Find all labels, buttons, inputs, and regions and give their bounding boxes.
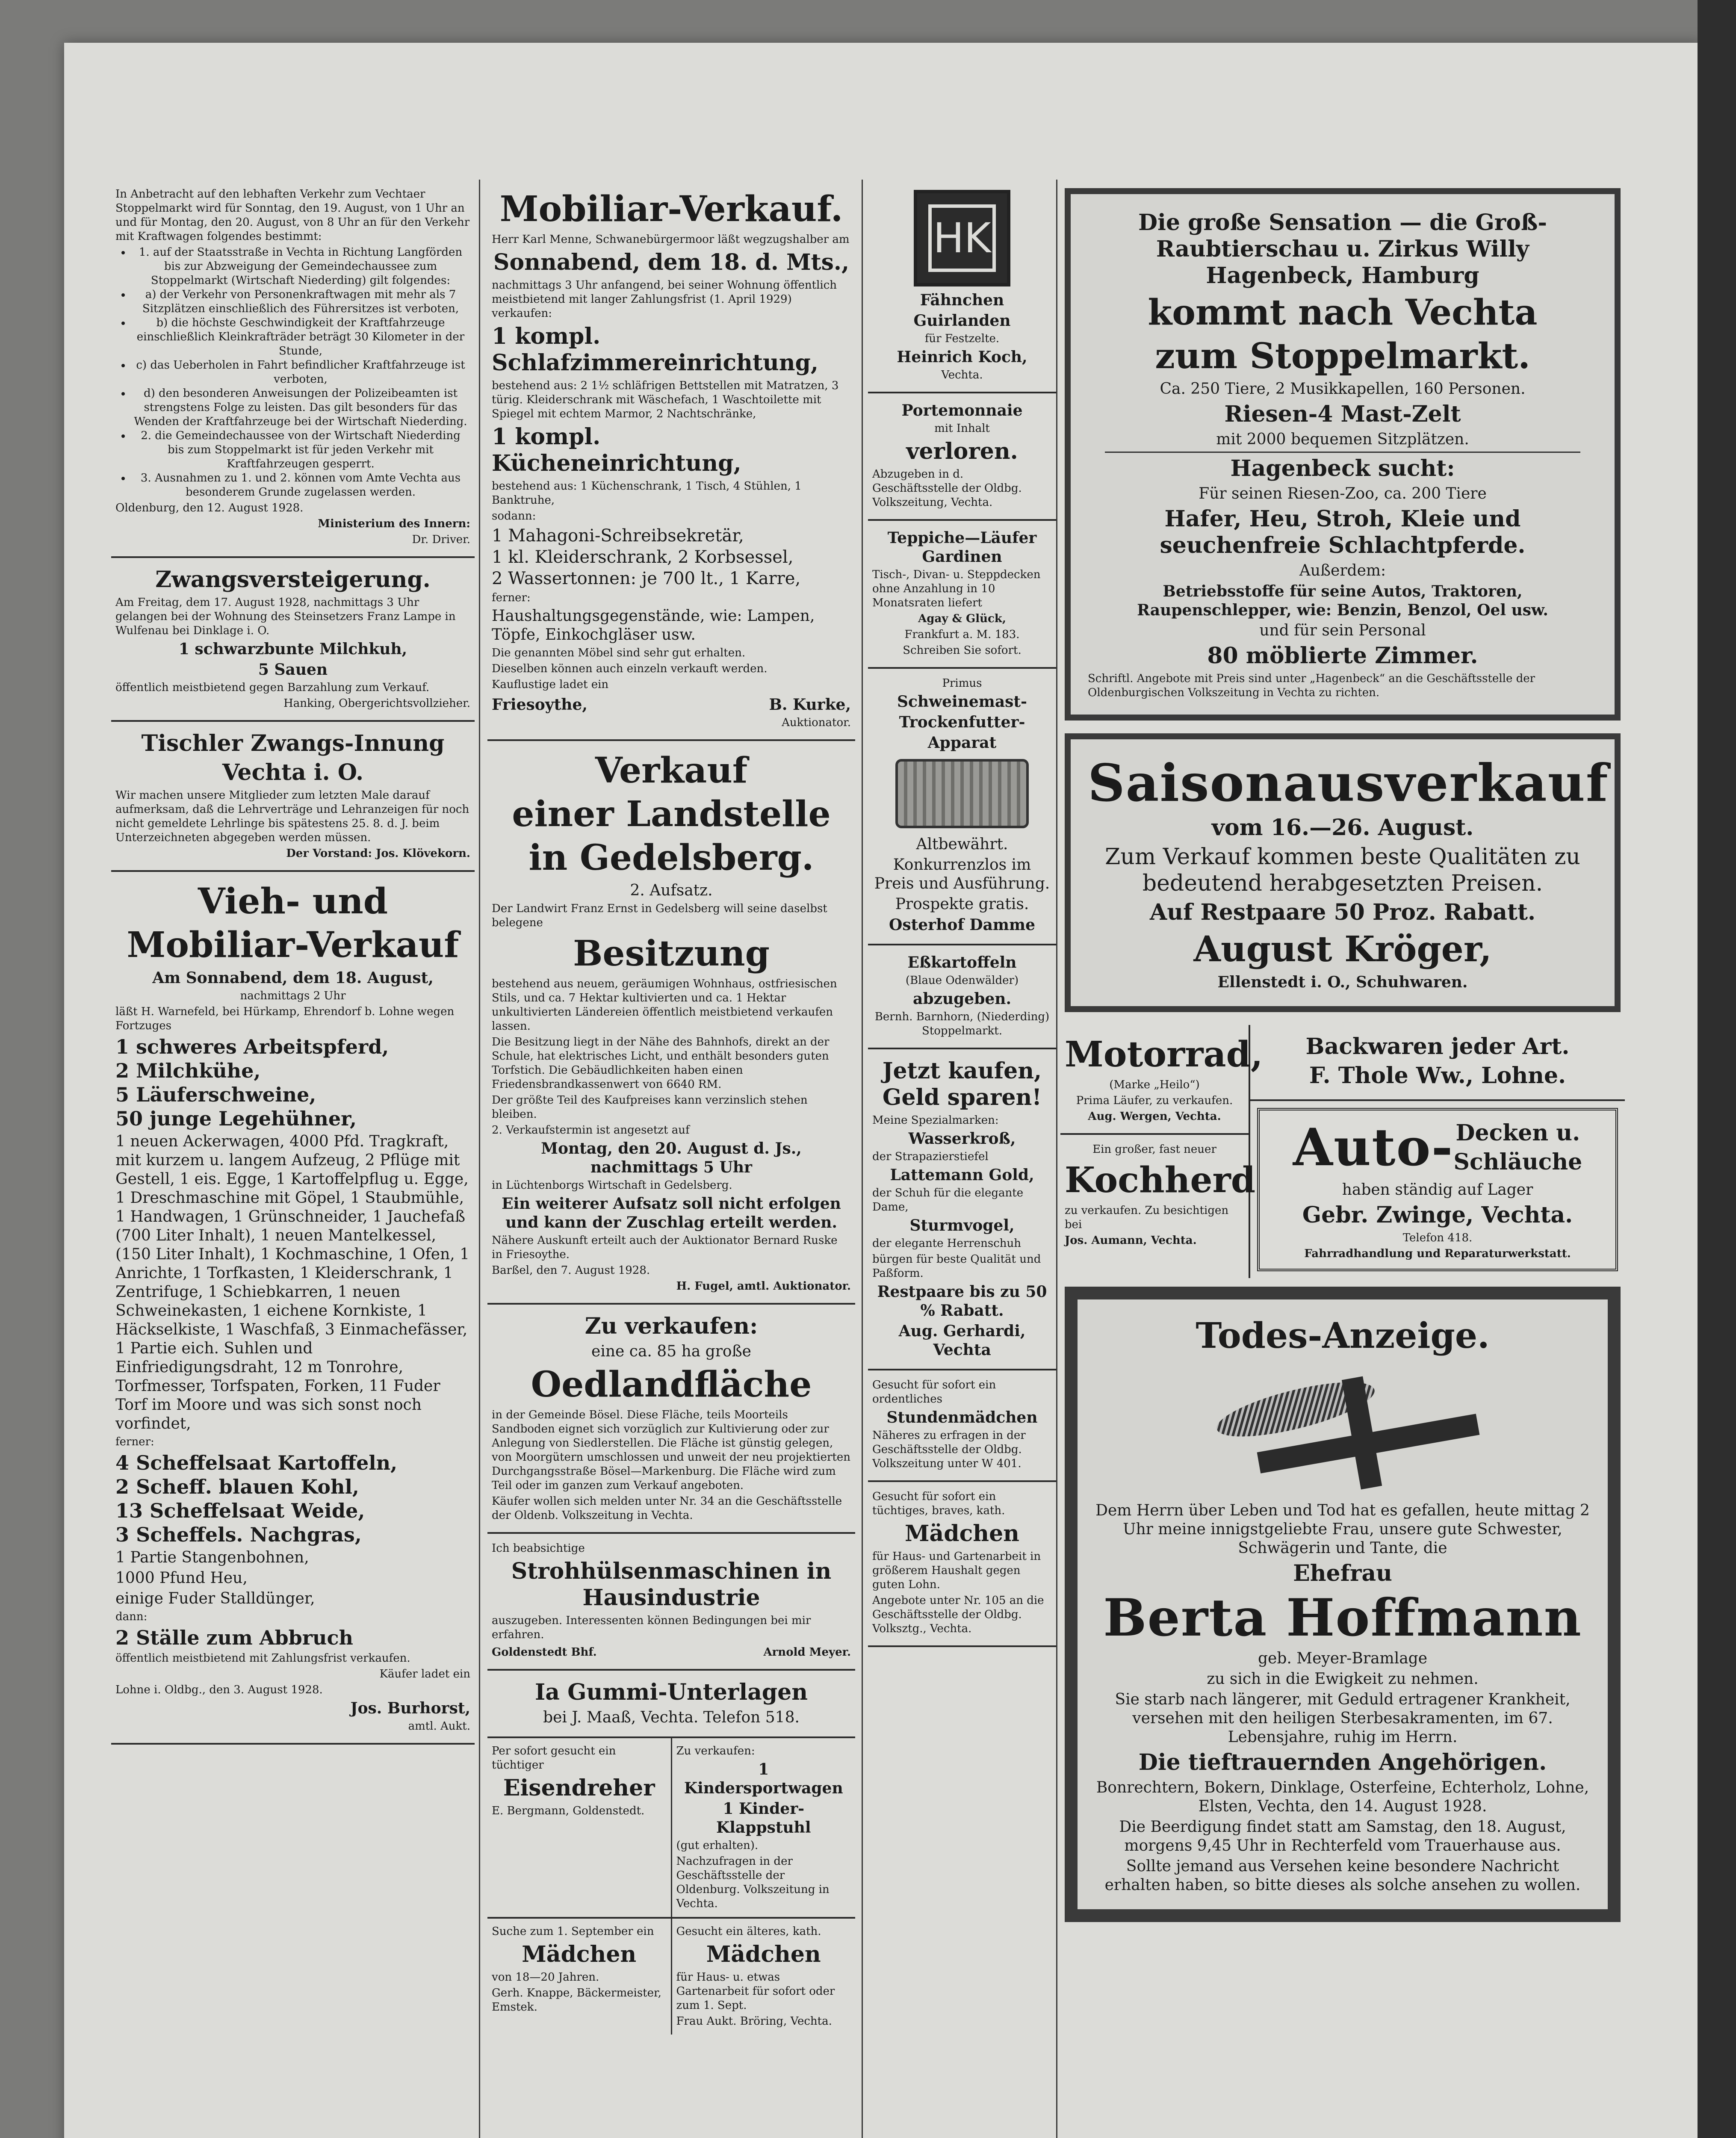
notice-item: • a) der Verkehr von Personenkraftwagen mit mehr als 7 Sitzplätzen einschließlich des Führersitzes ist verboten, xyxy=(131,288,470,316)
ad-text: Herr Karl Menne, Schwanebürgermoor läßt wegzugshalber am xyxy=(492,233,850,246)
ad-text: und für sein Personal xyxy=(1259,622,1426,639)
koch-festzelt-ad xyxy=(868,180,1056,393)
ad-big: Portemonnaie xyxy=(901,402,1023,419)
ad-signature: Bernh. Barnhorn, (Niederding) Stoppelmarkt. xyxy=(874,1010,1050,1037)
ad-text: Dem Herrn über Leben und Tod hat es gefallen, heute mittag 2 Uhr meine innigstgeliebte Frau, unsere gute Schwester, Schwägerin und Tante, die xyxy=(1095,1502,1590,1557)
sale-item: 1 Partie Stangenbohnen, xyxy=(115,1549,309,1566)
ad-text: Näheres zu erfragen in der Geschäftsstelle der Oldbg. Volkszeitung unter W 401. xyxy=(872,1429,1026,1470)
ad-text: der elegante Herrenschuh xyxy=(872,1237,1021,1250)
oedland-ad xyxy=(487,1305,855,1534)
ad-text: Tisch-, Divan- u. Steppdecken ohne Anzahlung in 10 Monatsraten liefert xyxy=(872,568,1041,609)
ad-big: kommt nach Vechta xyxy=(1148,292,1538,333)
zwangsversteigerung-ad xyxy=(111,558,475,722)
gummi-ad xyxy=(487,1671,855,1738)
ad-title: Mobiliar-Verkauf. xyxy=(499,189,843,230)
ad-text: Prospekte gratis. xyxy=(895,895,1029,913)
ad-text: Ich beabsichtige xyxy=(492,1542,585,1555)
ad-signature: Jos. Aumann, Vechta. xyxy=(1065,1234,1197,1247)
landstelle-ad xyxy=(487,741,855,1305)
sale-item: 2 Milchkühe, xyxy=(115,1059,261,1082)
ad-text: für Haus- und Gartenarbeit in größerem Haushalt gegen guten Lohn. xyxy=(872,1550,1041,1591)
strohhuelsen-ad xyxy=(487,1534,855,1671)
ad-text: Am Freitag, dem 17. August 1928, nachmittags 3 Uhr gelangen bei der Wohnung des Steinsetzers Franz Lampe in Wulfenau bei Dinklage i. O. xyxy=(115,596,456,637)
ad-text: Für seinen Riesen-Zoo, ca. 200 Tiere xyxy=(1199,485,1487,502)
ad-text: nachmittags 3 Uhr anfangend, bei seiner Wohnung öffentlich meistbietend mit langer Zahlungsfrist (1. April 1929) verkaufen: xyxy=(492,279,837,320)
sale-item: 3 Scheffels. Nachgras, xyxy=(115,1523,362,1546)
ad-text: Suche zum 1. September ein xyxy=(492,1925,654,1938)
ad-title: Saisonausverkauf xyxy=(1088,753,1609,813)
cross-and-palm-illustration xyxy=(1189,1364,1497,1493)
ad-text: bestehend aus: 1 Küchenschrank, 1 Tisch, 4 Stühlen, 1 Banktruhe, xyxy=(492,480,802,507)
ad-title: Schweinemast- xyxy=(897,693,1027,711)
sale-item: 1 kl. Kleiderschrank, 2 Korbsessel, xyxy=(492,547,794,567)
signature-row xyxy=(492,694,851,732)
ad-big: Ia Gummi-Unterlagen xyxy=(534,1679,808,1705)
ad-item: 1 Kindersportwagen xyxy=(684,1760,843,1797)
ad-title: Mobiliar-Verkauf xyxy=(127,924,459,966)
ad-date: Sonnabend, dem 18. d. Mts., xyxy=(493,249,850,275)
ad-text: der Strapazierstiefel xyxy=(872,1150,989,1163)
ad-text: mit 2000 bequemen Sitzplätzen. xyxy=(1216,431,1469,448)
ad-big: Mädchen xyxy=(522,1941,637,1967)
ad-signature: Osterhof Damme xyxy=(889,916,1035,934)
ad-text: Ehefrau xyxy=(1293,1560,1392,1586)
column-2 xyxy=(487,180,855,2138)
schweinemast-ad xyxy=(868,669,1056,945)
ad-text: Decken u. xyxy=(1456,1120,1580,1146)
ad-signature: Aug. Gerhardi, Vechta xyxy=(898,1322,1026,1359)
ad-name: Gebr. Zwinge, Vechta. xyxy=(1302,1202,1573,1228)
ad-text: Der Landwirt Franz Ernst in Gedelsberg will seine daselbst belegene xyxy=(492,902,827,929)
sale-item: 2 Scheff. blauen Kohl, xyxy=(115,1475,359,1498)
ad-text: mit Inhalt xyxy=(934,422,990,435)
backwaren-ad xyxy=(1250,1025,1625,1101)
notice-signature-name: Dr. Driver. xyxy=(412,533,470,546)
ad-text: Frankfurt a. M. 183. xyxy=(904,628,1020,641)
ad-title: Apparat xyxy=(927,734,997,752)
ad-heading: 1 kompl. Schlafzimmereinrichtung, xyxy=(492,323,819,376)
ad-signature: Jos. Burhorst, xyxy=(350,1699,470,1717)
ad-text: Ca. 250 Tiere, 2 Musikkapellen, 160 Personen. xyxy=(1160,380,1526,398)
ad-big: Motorrad, xyxy=(1065,1034,1263,1075)
ad-ferner: ferner: xyxy=(115,1435,154,1448)
ad-text: Schläuche xyxy=(1453,1149,1582,1175)
ad-title: Todes-Anzeige. xyxy=(1196,1315,1490,1356)
ad-big: Besitzung xyxy=(573,933,770,974)
brand-name: Sturmvogel, xyxy=(909,1217,1015,1234)
ad-text: Käufer wollen sich melden unter Nr. 34 an die Geschäftsstelle der Oldenb. Volkszeitung in Vechta. xyxy=(492,1495,842,1522)
mobiliar-ad xyxy=(487,180,855,741)
ad-name: August Kröger, xyxy=(1193,929,1492,970)
ad-text: läßt H. Warnefeld, bei Hürkamp, Ehrendorf b. Lohne wegen Fortzuges xyxy=(115,1005,455,1032)
maedchen-ad xyxy=(671,1919,856,2035)
ad-text: geb. Meyer-Bramlage xyxy=(1258,1650,1428,1667)
ad-text: Gesucht ein älteres, kath. xyxy=(676,1925,821,1938)
ad-text: Die Beerdigung findet statt am Samstag, den 18. August, morgens 9,45 Uhr in Rechterfeld vom Trauerhause aus. xyxy=(1119,1818,1566,1855)
notice-item: • 3. Ausnahmen zu 1. und 2. können vom Amte Vechta aus besonderem Grunde zugelassen werden. xyxy=(131,471,470,499)
ad-title: Zu verkaufen: xyxy=(585,1313,758,1339)
ad-signature: F. Thole Ww., Lohne. xyxy=(1309,1063,1566,1089)
ad-big: Hafer, Heu, Stroh, Kleie und seuchenfreie Schlachtpferde. xyxy=(1160,506,1526,558)
ad-text: Meine Spezialmarken: xyxy=(872,1114,999,1127)
ad-text: (Blaue Odenwälder) xyxy=(905,974,1019,987)
feeder-apparatus-illustration xyxy=(895,759,1029,828)
ad-text: Nachzufragen in der Geschäftsstelle der Oldenburg. Volkszeitung in Vechta. xyxy=(676,1855,830,1910)
ad-text: Schreiben Sie sofort. xyxy=(903,644,1022,657)
ad-text: Abzugeben in d. Geschäftsstelle der Oldbg. Volkszeitung, Vechta. xyxy=(872,468,1022,509)
ad-text: ferner: xyxy=(492,591,531,604)
ad-heading: 1 kompl. Kücheneinrichtung, xyxy=(492,424,741,476)
item-list xyxy=(492,525,851,589)
ad-text: haben ständig auf Lager xyxy=(1342,1181,1533,1199)
stundenmaedchen-ad xyxy=(868,1370,1056,1482)
ad-big: Stundenmädchen xyxy=(886,1409,1038,1426)
ad-text: Gesucht für sofort ein ordentliches xyxy=(872,1379,996,1406)
ad-text: Telefon 418. xyxy=(1402,1231,1473,1244)
ad-place: Friesoythe, xyxy=(492,696,588,714)
maedchen-ad xyxy=(868,1482,1056,1647)
ad-big: Kochherd xyxy=(1065,1160,1256,1201)
ad-text: 2. Verkaufstermin ist angesetzt auf xyxy=(492,1124,690,1137)
ad-bold: Auf Restpaare 50 Proz. Rabatt. xyxy=(1149,899,1536,925)
sale-item: 1 schweres Arbeitspferd, xyxy=(115,1035,389,1058)
ad-place: Lohne i. Oldbg., den 3. August 1928. xyxy=(115,1683,323,1696)
ad-text: Ein großer, fast neuer xyxy=(1092,1143,1216,1156)
notice-signature: Ministerium des Innern: xyxy=(318,517,470,530)
ad-text: Per sofort gesucht ein tüchtiger xyxy=(492,1745,616,1772)
ad-big: verloren. xyxy=(906,438,1018,464)
column-rule xyxy=(862,180,863,2138)
ad-text: Gesucht für sofort ein tüchtiges, braves, kath. xyxy=(872,1490,1005,1517)
ad-title: Trockenfutter- xyxy=(899,713,1025,731)
auto-ad xyxy=(1257,1108,1618,1271)
ad-text: zu verkaufen. Zu besichtigen bei xyxy=(1065,1204,1229,1231)
ad-title: Backwaren jeder Art. xyxy=(1305,1034,1570,1060)
kochherd-ad xyxy=(1060,1135,1256,1257)
ad-place: Bonrechtern, Bokern, Dinklage, Osterfeine, Echterholz, Lohne, Elsten, Vechta, den 14. August 1928. xyxy=(1096,1779,1589,1815)
ad-text: bürgen für beste Qualität und Paßform. xyxy=(872,1253,1041,1280)
logo-letters: HK xyxy=(928,204,996,272)
ad-bold: Ein weiterer Aufsatz soll nicht erfolgen und kann der Zuschlag erteilt werden. xyxy=(502,1195,841,1231)
sale-item: einige Fuder Stalldünger, xyxy=(115,1590,315,1607)
ad-text: öffentlich meistbietend mit Zahlungsfrist verkaufen. xyxy=(115,1652,410,1665)
ad-signature: Auktionator. xyxy=(782,716,851,729)
ad-text: für Haus- u. etwas Gartenarbeit für sofort oder zum 1. Sept. xyxy=(676,1971,835,2012)
ad-text: Wir machen unsere Mitglieder zum letzten Male darauf aufmerksam, daß die Lehrverträge und Lehranzeigen für noch nicht gemeldete Lehrlinge bis spätestens 25. 8. d. J. beim Unterzeichneten abgegeben werden müssen. xyxy=(115,789,469,844)
ad-text: Der größte Teil des Kaufpreises kann verzinslich stehen bleiben. xyxy=(492,1094,808,1121)
ad-text: Altbewährt. xyxy=(916,836,1008,853)
notice-intro: In Anbetracht auf den lebhaften Verkehr zum Vechtaer Stoppelmarkt wird für Sonntag, den 19. August, von 1 Uhr an und für Montag, den 20. August, von 8 Uhr an für den Verkehr mit Kraftwagen folgendes bestimmt: xyxy=(115,188,470,243)
ad-text: sodann: xyxy=(492,510,536,523)
ad-text: in der Gemeinde Bösel. Diese Fläche, teils Moorteils Sandboden eignet sich vorzüglich zur Kultivierung oder zur Anlegung von Siedlerstellen. Die Fläche ist günstig gelegen, von Moorgütern umschlossen und unweit der neu projektierten Durchgangsstraße Bösel—Markenburg. Die Fläche wird zum Teil oder im ganzen zum Verkauf angeboten. xyxy=(492,1409,850,1492)
sale-item: 50 junge Legehühner, xyxy=(115,1107,357,1130)
ad-bold: Restpaare bis zu 50 % Rabatt. xyxy=(877,1283,1047,1320)
notice-item: • 1. auf der Staatsstraße in Vechta in Richtung Langförden bis zur Abzweigung der Gemeindechaussee zum Stoppelmarkt (Wirtschaft Niederding) gilt folgendes: xyxy=(131,245,470,288)
ad-big: Auto- xyxy=(1293,1117,1454,1178)
ad-big: Riesen-4 Mast-Zelt xyxy=(1224,401,1461,427)
notice-list xyxy=(131,245,470,499)
ad-text: Die Besitzung liegt in der Nähe des Bahnhofs, direkt an der Schule, hat elektrisches Licht, und enthält besonders guten Torfstich. Die Gebäudlichkeiten haben einen Friedensbrandkassenwert von 6640 RM. xyxy=(492,1036,830,1091)
small-ads-row xyxy=(487,1738,855,1917)
ad-subtitle: eine ca. 85 ha große xyxy=(591,1343,751,1360)
ad-text: in Lüchtenborgs Wirtschaft in Gedelsberg. xyxy=(492,1179,732,1192)
sale-item: 1000 Pfund Heu, xyxy=(115,1569,248,1587)
ad-title: Zwangsversteigerung. xyxy=(155,567,431,593)
ad-text: Außerdem: xyxy=(1299,562,1386,579)
ad-title: Vechta i. O. xyxy=(222,759,364,786)
ad-big: Eisendreher xyxy=(503,1775,655,1801)
sale-item: 2 Ställe zum Abbruch xyxy=(115,1626,353,1649)
ad-dann: dann: xyxy=(115,1610,148,1623)
ad-signature: B. Kurke, xyxy=(769,696,851,714)
ad-text: für Festzelte. xyxy=(924,332,1000,345)
gerhardi-ad xyxy=(868,1049,1056,1370)
hk-logo xyxy=(914,190,1010,286)
saisonausverkauf-ad xyxy=(1065,733,1621,1012)
ad-title: Teppiche—Läufer Gardinen xyxy=(887,529,1037,566)
ad-place: Goldenstedt Bhf. xyxy=(492,1646,597,1659)
ad-signature: Aug. Wergen, Vechta. xyxy=(1088,1110,1221,1123)
portemonnaie-ad xyxy=(868,393,1056,521)
notice-place: Oldenburg, den 12. August 1928. xyxy=(115,502,304,514)
motorrad-ad xyxy=(1060,1025,1263,1135)
sale-item: 13 Scheffelsaat Weide, xyxy=(115,1499,365,1522)
ad-subtitle: 2. Aufsatz. xyxy=(630,882,713,899)
ad-text: Sie starb nach längerer, mit Geduld ertragener Krankheit, versehen mit den heiligen Sterbesakramenten, im 67. Lebensjahre, ruhig im Herrn. xyxy=(1115,1691,1571,1746)
eisendreher-ad xyxy=(487,1738,671,1917)
ad-text: Kauflustige ladet ein xyxy=(492,678,609,691)
ad-big: Jetzt kaufen, Geld sparen! xyxy=(882,1058,1042,1110)
ad-text: Betriebsstoffe für seine Autos, Traktoren, Raupenschlepper, wie: Benzin, Benzol, Oel usw. xyxy=(1137,582,1548,619)
binding-edge xyxy=(1698,0,1736,2138)
todes-anzeige xyxy=(1065,1287,1621,1922)
column-4 xyxy=(1060,180,1625,2138)
ad-text: von 18—20 Jahren. xyxy=(492,1971,599,1984)
ad-name: Heinrich Koch, xyxy=(897,348,1027,366)
ad-text: auszugeben. Interessenten können Bedingungen bei mir erfahren. xyxy=(492,1614,811,1641)
sale-item: 1 Mahagoni-Schreibsekretär, xyxy=(492,526,744,546)
ad-big: zum Stoppelmarkt. xyxy=(1155,336,1530,377)
ad-text: Schriftl. Angebote mit Preis sind unter „Hagenbeck“ an die Geschäftsstelle der Oldenburgischen Volkszeitung in Vechta zu richten. xyxy=(1088,672,1535,699)
ad-text: Konkurrenzlos im Preis und Ausführung. xyxy=(874,856,1050,892)
ad-place: Barßel, den 7. August 1928. xyxy=(492,1264,650,1277)
ad-text: der Schuh für die elegante Dame, xyxy=(872,1187,1024,1214)
ad-big: Mädchen xyxy=(706,1941,821,1967)
ad-title: Vieh- und xyxy=(198,881,388,922)
ad-text: Nähere Auskunft erteilt auch der Auktionator Bernard Ruske in Friesoythe. xyxy=(492,1234,838,1261)
brand-name: Lattemann Gold, xyxy=(890,1166,1034,1184)
ad-signature: H. Fugel, amtl. Auktionator. xyxy=(676,1280,851,1293)
kinderwagen-ad xyxy=(671,1738,856,1917)
ad-signature: Gerh. Knappe, Bäckermeister, Emstek. xyxy=(492,1987,661,2014)
ad-signature: Arnold Meyer. xyxy=(763,1646,851,1659)
ad-signature: Hanking, Obergerichtsvollzieher. xyxy=(283,697,470,710)
sale-item: 5 Läuferschweine, xyxy=(115,1083,316,1106)
ad-title: einer Landstelle xyxy=(512,794,831,835)
traffic-notice xyxy=(111,180,475,558)
item-list xyxy=(115,1626,470,1650)
ad-signature: amtl. Aukt. xyxy=(408,1720,470,1733)
sale-item: 4 Scheffelsaat Kartoffeln, xyxy=(115,1451,398,1474)
ad-text: Zum Verkauf kommen beste Qualitäten zu bedeutend herabgesetzten Preisen. xyxy=(1105,844,1580,896)
notice-item: • 2. die Gemeindechaussee von der Wirtschaft Niederding bis zum Stoppelmarkt ist für jeden Verkehr mit Kraftfahrzeugen gesperrt. xyxy=(131,429,470,471)
ad-big: Mädchen xyxy=(905,1521,1019,1547)
ads-row xyxy=(1060,1025,1625,1278)
ad-text: Fahrradhandlung und Reparaturwerkstatt. xyxy=(1304,1247,1571,1260)
column-rule xyxy=(1056,180,1057,2138)
ad-item: 5 Sauen xyxy=(258,661,328,679)
ad-signature: Der Vorstand: Jos. Klövekorn. xyxy=(286,847,470,860)
ad-big: Strohhülsenmaschinen in Hausindustrie xyxy=(511,1558,832,1611)
ads-left xyxy=(1060,1025,1263,1278)
ad-big: 80 möblierte Zimmer. xyxy=(1207,643,1478,669)
vieh-verkauf-ad xyxy=(111,872,475,1745)
brand-name: Wasserkroß, xyxy=(908,1130,1016,1148)
notice-item: • c) das Ueberholen in Fahrt befindlicher Kraftfahrzeuge ist verboten, xyxy=(131,358,470,387)
ad-signature: Die tieftrauernden Angehörigen. xyxy=(1138,1749,1547,1775)
ad-text: öffentlich meistbietend gegen Barzahlung zum Verkauf. xyxy=(115,681,430,694)
ad-text: bestehend aus: 2 1½ schläfrigen Bettstellen mit Matratzen, 3 türig. Kleiderschrank mit Wäschefach, 1 Waschtoilette mit Spiegel mit echtem Marmor, 2 Nachtschränke, xyxy=(492,379,839,420)
column-1 xyxy=(111,180,475,2138)
column-3 xyxy=(868,180,1056,2138)
ad-list-text: 1 neuen Ackerwagen, 4000 Pfd. Tragkraft, mit kurzem u. langem Aufzeug, 2 Pflüge mit Gestell, 1 eis. Egge, 1 Kartoffelpflug u. Egge, 1 Dreschmaschine mit Göpel, 1 Staubmühle, 1 Handwagen, 1 Grünschneider, 1 Jauchefaß (700 Liter Inhalt), 1 neuen Mantelkessel, (150 Liter Inhalt), 1 Kochmaschine, 1 Ofen, 1 Anrichte, 1 Torfkasten, 1 Kleiderschrank, 1 Zentrifuge, 1 Schiebkarren, 1 neuen Schweinekasten, 1 eichene Kornkiste, 1 Häckselkiste, 1 Waschfaß, 3 Einmachefässer, 1 Partie eich. Suhlen und Einfriedigungsdraht, 12 m Tonrohre, Torfmesser, Torfspaten, Forken, 11 Fuder Torf im Moore und was sich sonst noch vorfindet, xyxy=(115,1133,470,1432)
ad-text: Angebote unter Nr. 105 an die Geschäftsstelle der Oldbg. Volksztg., Vechta. xyxy=(872,1594,1044,1635)
ad-text: Dieselben können auch einzeln verkauft werden. xyxy=(492,662,768,675)
notice-item: • d) den besonderen Anweisungen der Polizeibeamten ist strengstens Folge zu leisten. Das gilt besonders für das Wenden der Kraftfahrzeuge bei der Wirtschaft Niederding. xyxy=(131,387,470,429)
ad-date: vom 16.—26. August. xyxy=(1211,815,1474,841)
ad-big: abzugeben. xyxy=(913,990,1011,1008)
ad-heading: Haushaltungsgegenstände, wie: Lampen, Töpfe, Einkochgläser usw. xyxy=(492,607,815,644)
hagenbeck-ad xyxy=(1065,188,1621,721)
ad-time: nachmittags 2 Uhr xyxy=(240,989,346,1002)
notice-item: • b) die höchste Geschwindigkeit der Kraftfahrzeuge einschließlich Kleinkrafträder beträgt 30 Kilometer in der Stunde, xyxy=(131,316,470,358)
ad-title: Die große Sensation — die Groß-Raubtierschau u. Zirkus Willy Hagenbeck, Hamburg xyxy=(1138,210,1547,289)
ad-title: Tischler Zwangs-Innung xyxy=(141,730,445,756)
ad-text: bestehend aus neuem, geräumigen Wohnhaus, ostfriesischen Stils, und ca. 7 Hektar kultivierten und ca. 1 Hektar unkultivierten Ländereien öffentlich meistbietend verkaufen lassen. xyxy=(492,977,837,1033)
ad-signature: Frau Aukt. Bröring, Vechta. xyxy=(676,2015,832,2028)
ad-big: Oedlandfläche xyxy=(531,1364,812,1405)
ad-item: 1 schwarzbunte Milchkuh, xyxy=(178,640,407,658)
ad-text: (gut erhalten). xyxy=(676,1839,759,1852)
ad-text: Ellenstedt i. O., Schuhwaren. xyxy=(1217,973,1468,991)
ad-text: bei J. Maaß, Vechta. Telefon 518. xyxy=(543,1709,800,1726)
ad-title: in Gedelsberg. xyxy=(528,837,814,878)
ad-date: Montag, den 20. August d. Js., nachmittags 5 Uhr xyxy=(541,1140,802,1176)
small-ads-row xyxy=(487,1917,855,2035)
ad-signature: Agay & Glück, xyxy=(918,612,1006,625)
ad-big: Eßkartoffeln xyxy=(907,954,1017,972)
ad-item: Guirlanden xyxy=(913,312,1011,330)
item-list xyxy=(115,1035,470,1131)
ad-text: Primus xyxy=(942,677,982,690)
column-rule xyxy=(479,180,480,2138)
ad-signature: E. Bergmann, Goldenstedt. xyxy=(492,1804,645,1817)
ad-heading: Hagenbeck sucht: xyxy=(1230,455,1455,481)
ad-text: Die genannten Möbel sind sehr gut erhalten. xyxy=(492,647,746,659)
ad-text: Zu verkaufen: xyxy=(676,1745,755,1757)
ad-text: Vechta. xyxy=(941,369,983,381)
ad-item: Fähnchen xyxy=(920,291,1004,309)
ad-title: Verkauf xyxy=(595,750,748,791)
ad-item: 1 Kinder-Klappstuhl xyxy=(716,1800,811,1837)
teppiche-ad xyxy=(868,521,1056,669)
ad-text: Käufer ladet ein xyxy=(379,1668,470,1680)
ad-text: Prima Läufer, zu verkaufen. xyxy=(1076,1094,1233,1107)
tischler-ad xyxy=(111,722,475,872)
sale-item: 2 Wassertonnen: je 700 lt., 1 Karre, xyxy=(492,569,801,588)
deceased-name: Berta Hoffmann xyxy=(1103,1588,1582,1648)
esskartoffeln-ad xyxy=(868,945,1056,1049)
ad-date: Am Sonnabend, dem 18. August, xyxy=(152,969,434,987)
ad-text: (Marke „Heilo“) xyxy=(1109,1078,1200,1091)
ad-text: zu sich in die Ewigkeit zu nehmen. xyxy=(1207,1670,1479,1688)
ad-text: Sollte jemand aus Versehen keine besondere Nachricht erhalten haben, so bitte dieses als solche ansehen zu wollen. xyxy=(1104,1857,1581,1894)
item-list xyxy=(115,1451,470,1547)
ads-right xyxy=(1250,1025,1625,1278)
divider xyxy=(1105,452,1580,453)
maedchen-ad xyxy=(487,1919,671,2035)
